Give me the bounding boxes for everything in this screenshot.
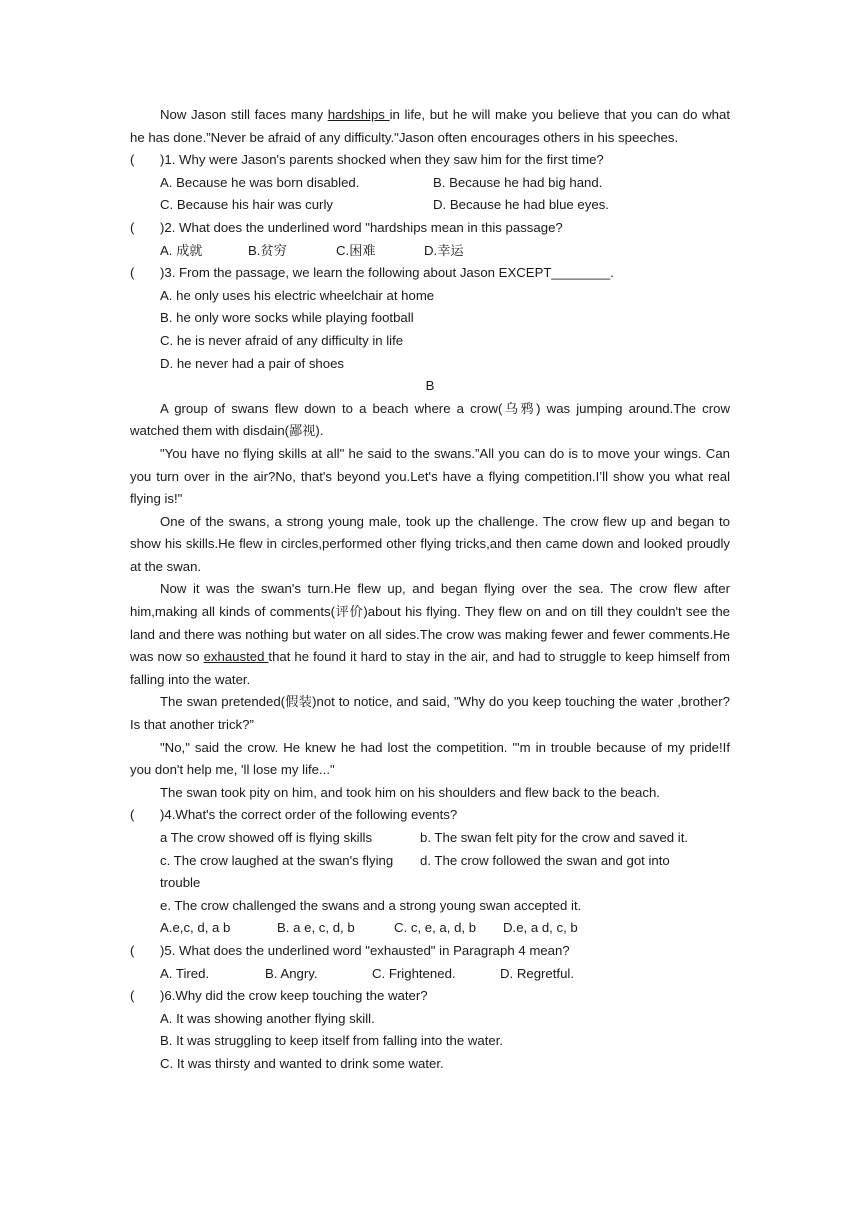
paragraph-text: Now Jason still faces many <box>160 107 328 122</box>
question-stem: )1. Why were Jason's parents shocked when they saw him for the first time? <box>160 152 604 168</box>
option-c: C. he is never afraid of any difficulty in life <box>160 332 404 348</box>
answer-blank[interactable]: ( <box>130 219 135 235</box>
option-a: A. 成就 <box>160 242 203 258</box>
answer-blank[interactable]: ( <box>130 265 135 281</box>
question-4-events <box>130 827 730 872</box>
paragraph-text: in life, but he will make you believe that you can do what he has done.”Never be afraid of any difficulty."Jason often encourages others in his speeches. <box>130 107 730 145</box>
option-c: C. Because his hair was curly <box>160 197 333 213</box>
option-b: B. he only wore socks while playing football <box>160 310 414 326</box>
option-a: A. he only uses his electric wheelchair at home <box>160 287 435 303</box>
option-a: A. Because he was born disabled. <box>160 174 360 190</box>
option-b: B. Angry. <box>265 965 318 981</box>
question-5-options <box>130 963 730 986</box>
option-d: D.e, a d, c, b <box>503 920 578 936</box>
option-b: B. Because he had big hand. <box>433 174 603 190</box>
option-b: B.贫穷 <box>248 242 287 258</box>
question-5 <box>130 940 730 963</box>
option-b: B. It was struggling to keep itself from falling into the water. <box>160 1033 504 1049</box>
underlined-word-hardships: hardships <box>327 107 390 122</box>
paragraph-text: that he found it hard to stay in the air, and had to struggle to keep himself from falling into the water. <box>130 649 730 687</box>
event-d: d. The crow followed the swan and got into <box>420 852 670 868</box>
question-stem: )3. From the passage, we learn the following about Jason EXCEPT________. <box>160 265 614 281</box>
passage-b-paragraph-2: "You have no flying skills at all" he said to the swans.”All you can do is to move your wings. Can you turn over in the air?No, that's beyond you.Let's have a flying competition.I’ll show you what real flying is!" <box>130 445 730 507</box>
document-page <box>130 104 730 1076</box>
passage-b-paragraph-4 <box>130 578 730 691</box>
question-stem: )4.What's the correct order of the following events? <box>160 807 458 823</box>
answer-blank[interactable]: ( <box>130 942 135 958</box>
event-e: e. The crow challenged the swans and a strong young swan accepted it. <box>160 897 582 913</box>
question-1 <box>130 149 730 172</box>
passage-b-paragraph-5: The swan pretended(假装)not to notice, and said, "Why do you keep touching the water ,brother? Is that another trick?” <box>130 694 730 733</box>
question-3 <box>130 262 730 285</box>
option-d: D. Because he had blue eyes. <box>433 197 609 213</box>
question-stem: )5. What does the underlined word "exhausted" in Paragraph 4 mean? <box>160 942 570 958</box>
event-d-continuation: trouble <box>160 875 201 891</box>
question-stem: )2. What does the underlined word "hardships mean in this passage? <box>160 219 563 235</box>
option-c: C. c, e, a, d, b <box>394 920 477 936</box>
question-2 <box>130 217 730 240</box>
passage-b-paragraph-6: "No," said the crow. He knew he had lost the competition. "'m in trouble because of my pride!If you don't help me, 'll lose my life..." <box>130 739 730 778</box>
option-d: D. Regretful. <box>500 965 575 981</box>
paragraph-text: Now it was the swan's turn.He flew up, and began flying over the sea. The crow flew after him,making all kinds of comments(评价)about his flying. They flew on and on till they couldn't see the land and there was nothing but water on all sides.The crow was making fewer and fewer comments.He was now so <box>130 581 730 665</box>
question-4-options <box>130 917 730 940</box>
event-a: a The crow showed off is flying skills <box>160 830 373 845</box>
option-c: C. Frightened. <box>372 965 456 981</box>
question-stem: )6.Why did the crow keep touching the water? <box>160 988 428 1004</box>
question-1-options <box>130 172 730 217</box>
question-4 <box>130 804 730 827</box>
passage-b-paragraph-3: One of the swans, a strong young male, took up the challenge. The crow flew up and began to show his skills.He flew in circles,performed other flying tricks,and then came down and looked proudly at the swan. <box>130 513 730 574</box>
passage-a-closing-paragraph <box>130 104 730 149</box>
option-c: C.困难 <box>336 242 376 258</box>
section-b-heading: B <box>425 378 435 394</box>
answer-blank[interactable]: ( <box>130 152 135 168</box>
answer-blank[interactable]: ( <box>130 988 135 1004</box>
option-d: D.幸运 <box>424 242 464 258</box>
option-d: D. he never had a pair of shoes <box>160 355 345 371</box>
option-b: B. a e, c, d, b <box>277 920 355 936</box>
option-c: C. It was thirsty and wanted to drink some water. <box>160 1055 444 1071</box>
passage-b-paragraph-7: The swan took pity on him, and took him on his shoulders and flew back to the beach. <box>160 784 660 800</box>
option-a: A. Tired. <box>160 965 210 981</box>
event-b: b. The swan felt pity for the crow and saved it. <box>420 830 689 845</box>
underlined-word-exhausted: exhausted <box>203 649 269 665</box>
option-a: A.e,c, d, a b <box>160 920 231 936</box>
option-a: A. It was showing another flying skill. <box>160 1010 375 1026</box>
answer-blank[interactable]: ( <box>130 807 135 823</box>
question-6 <box>130 985 730 1008</box>
event-c: c. The crow laughed at the swan's flying <box>160 852 394 868</box>
passage-b-paragraph-1: A group of swans flew down to a beach where a crow(乌鸦) was jumping around.The crow watched them with disdain(鄙视). <box>130 400 730 439</box>
question-2-options <box>130 240 730 263</box>
